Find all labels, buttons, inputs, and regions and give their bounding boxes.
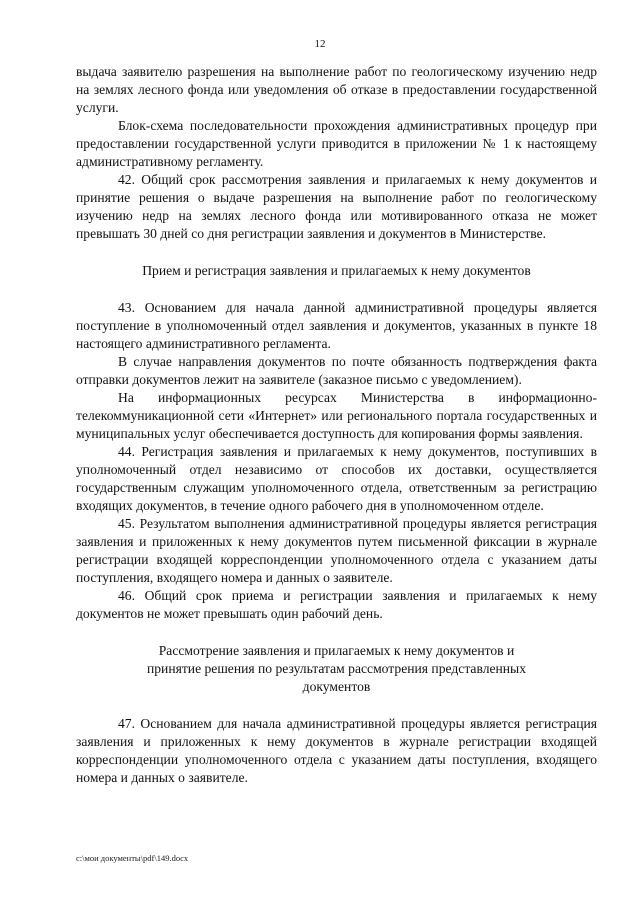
- paragraph-continuation: выдача заявителю разрешения на выполнение работ по геологическому изучению недр на землях лесного фонда или уведомления об отказе в предоставлении государственной услуги.: [76, 64, 597, 115]
- paragraph-44: 44. Регистрация заявления и прилагаемых к нему документов, поступивших в уполномоченный отдел независимо от способов их доставки, осуществляется государственным служащим уполномоченного отдела, ответственным за регистрацию входящих документов, в течение одного рабочего дня в уполномоченном отделе.: [76, 444, 597, 513]
- section-heading-review: [76, 642, 597, 696]
- paragraph-46: 46. Общий срок приема и регистрации заявления и прилагаемых к нему документов не может превышать один рабочий день.: [76, 588, 597, 621]
- paragraph-47: 47. Основанием для начала административной процедуры является регистрация заявления и приложенных к нему документов в журнале регистрации входящей корреспонденции уполномоченного отдела с указанием даты поступления, входящего номера и данных о заявителе.: [76, 716, 597, 785]
- paragraph-internet: На информационных ресурсах Министерства в информационно-телекоммуникационной сети «Интернет» или регионального портала государственных и муниципальных услуг обеспечивается доступность для копирования формы заявления.: [76, 390, 597, 441]
- section-heading-reception: Прием и регистрация заявления и прилагаемых к нему документов: [142, 263, 531, 278]
- section-heading-review-line-1: Рассмотрение заявления и прилагаемых к нему документов и: [158, 643, 515, 658]
- document-body: [76, 63, 597, 787]
- section-heading-review-line-3: документов: [302, 679, 371, 694]
- section-heading-review-line-2: принятие решения по результатам рассмотрения представленных: [146, 661, 526, 676]
- page-number: 12: [314, 38, 326, 50]
- paragraph-45: 45. Результатом выполнения административной процедуры является регистрация заявления и приложенных к нему документов путем письменной фиксации в журнале регистрации входящей корреспонденции уполномоченного отдела с указанием даты поступления, входящего номера и данных о заявителе.: [76, 516, 597, 585]
- footer-file-path: c:\мои документы\pdf\149.docx: [76, 853, 189, 863]
- paragraph-block-scheme: Блок-схема последовательности прохождения административных процедур при предоставлении государственной услуги приводится в приложении № 1 к настоящему административному регламенту.: [76, 118, 597, 169]
- paragraph-mail: В случае направления документов по почте обязанность подтверждения факта отправки документов лежит на заявителе (заказное письмо с уведомлением).: [76, 354, 597, 387]
- paragraph-43: 43. Основанием для начала данной административной процедуры является поступление в уполномоченный отдел заявления и документов, указанных в пункте 18 настоящего административного регламента.: [76, 300, 597, 351]
- paragraph-42: 42. Общий срок рассмотрения заявления и прилагаемых к нему документов и принятие решения о выдаче разрешения на выполнение работ по геологическому изучению недр на землях лесного фонда или мотивированного отказа не может превышать 30 дней со дня регистрации заявления и документов в Министерстве.: [76, 172, 597, 241]
